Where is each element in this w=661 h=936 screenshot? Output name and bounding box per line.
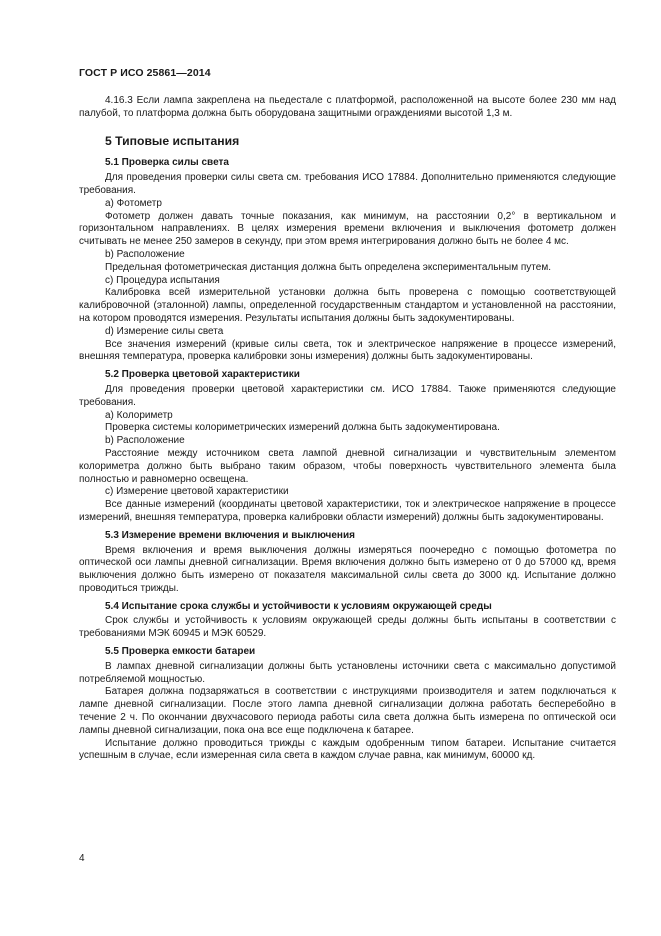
subsection-5-2-title: 5.2 Проверка цветовой характеристики (105, 369, 300, 381)
subsection-5-3-title: 5.3 Измерение времени включения и выключения (105, 529, 355, 541)
s5-1-d-label: d) Измерение силы света (105, 325, 224, 337)
s5-2-b-text: Расстояние между источником света лампой дневной сигнализации и чувствительным элементом колориметра должно быть выбрано таким образом, чтобы поверхность чувствительного элемента была полностью и равномерно освещена. (79, 447, 616, 485)
paragraph-4-16-3: 4.16.3 Если лампа закреплена на пьедестале с платформой, расположенной на высоте более 230 мм над палубой, то платформа должна быть оборудована защитными ограждениями высотой 1,3 м. (79, 95, 616, 119)
section-5-title: 5 Типовые испытания (105, 133, 240, 148)
s5-1-b-text: Предельная фотометрическая дистанция должна быть определена экспериментальным путем. (105, 261, 551, 273)
s5-1-c-label: c) Процедура испытания (105, 274, 220, 286)
subsection-5-1-title: 5.1 Проверка силы света (105, 157, 229, 169)
s5-1-b-label: b) Расположение (105, 248, 185, 260)
s5-4-text: Срок службы и устойчивость к условиям окружающей среды должны быть испытаны в соответствии с требованиями МЭК 60945 и МЭК 60529. (79, 615, 616, 640)
s5-3-text: Время включения и время выключения должны измеряться поочередно с помощью фотометра по оптической оси лампы дневной сигнализации. Время включения должно быть измерено от 0 до 57000 кд, время выключения должно быть измерено от показателя максимальной силы света до 3000 кд. Испытание должно проводиться трижды. (79, 544, 616, 594)
s5-1-a-text: Фотометр должен давать точные показания, как минимум, на расстоянии 0,2° в вертикальном и горизонтальном направлениях. В целях измерения времени включения и выключения фотометр должен считывать не менее 250 замеров в секунду, при этом время интегрирования должно быть не более 4 мс. (79, 210, 616, 248)
s5-1-d-text: Все значения измерений (кривые силы света, ток и электрическое напряжение в процессе измерений, внешняя температура, проверка калибровки зоны измерения) должны быть задокументированы. (79, 338, 616, 363)
s5-2-c-text: Все данные измерений (координаты цветовой характеристики, ток и электрическое напряжение в процессе измерений, внешняя температура, проверка калибровки области измерений) должны быть задокументированы. (79, 499, 616, 523)
s5-1-a-label: a) Фотометр (105, 197, 162, 209)
s5-2-a-text: Проверка системы колориметрических измерений должна быть задокументирована. (105, 422, 500, 434)
s5-5-p1: В лампах дневной сигнализации должны быть установлены источники света с максимально допустимой потребляемой мощностью. (79, 660, 616, 685)
s5-2-a-label: a) Колориметр (105, 409, 173, 421)
s5-2-c-label: c) Измерение цветовой характеристики (105, 486, 289, 498)
s5-2-b-label: b) Расположение (105, 435, 185, 447)
subsection-5-5-title: 5.5 Проверка емкости батареи (105, 646, 256, 658)
s5-2-intro: Для проведения проверки цветовой характеристики см. ИСО 17884. Также применяются следующие требования. (79, 383, 616, 408)
s5-1-intro: Для проведения проверки силы света см. требования ИСО 17884. Дополнительно применяются следующие требования. (79, 172, 616, 196)
s5-5-p3: Испытание должно проводиться трижды с каждым одобренным типом батареи. Испытание считается успешным в случае, если измеренная сила света в каждом случае равна, как минимум, 60000 кд. (79, 737, 616, 762)
s5-1-c-text: Калибровка всей измерительной установки должна быть проверена с помощью соответствующей калибровочной (эталонной) лампы, определенной государственным стандартом и установленной на расстоянии, на котором проводятся измерения. Результаты испытания должны быть задокументированы. (79, 287, 616, 324)
subsection-5-4-title: 5.4 Испытание срока службы и устойчивости к условиям окружающей среды (105, 600, 492, 612)
document-header: ГОСТ Р ИСО 25861—2014 (79, 67, 211, 79)
document-body (79, 95, 616, 763)
page-number: 4 (79, 853, 85, 864)
s5-5-p2: Батарея должна подзаряжаться в соответствии с инструкциями производителя и затем подключаться к лампе дневной сигнализации. После этого лампа дневной сигнализации должна работать бесперебойно в течение 2 ч. По окончании двухчасового периода работы сила света должна быть измерена по оптической оси лампы дневной сигнализации, пока она все еще подключена к батарее. (79, 686, 616, 736)
